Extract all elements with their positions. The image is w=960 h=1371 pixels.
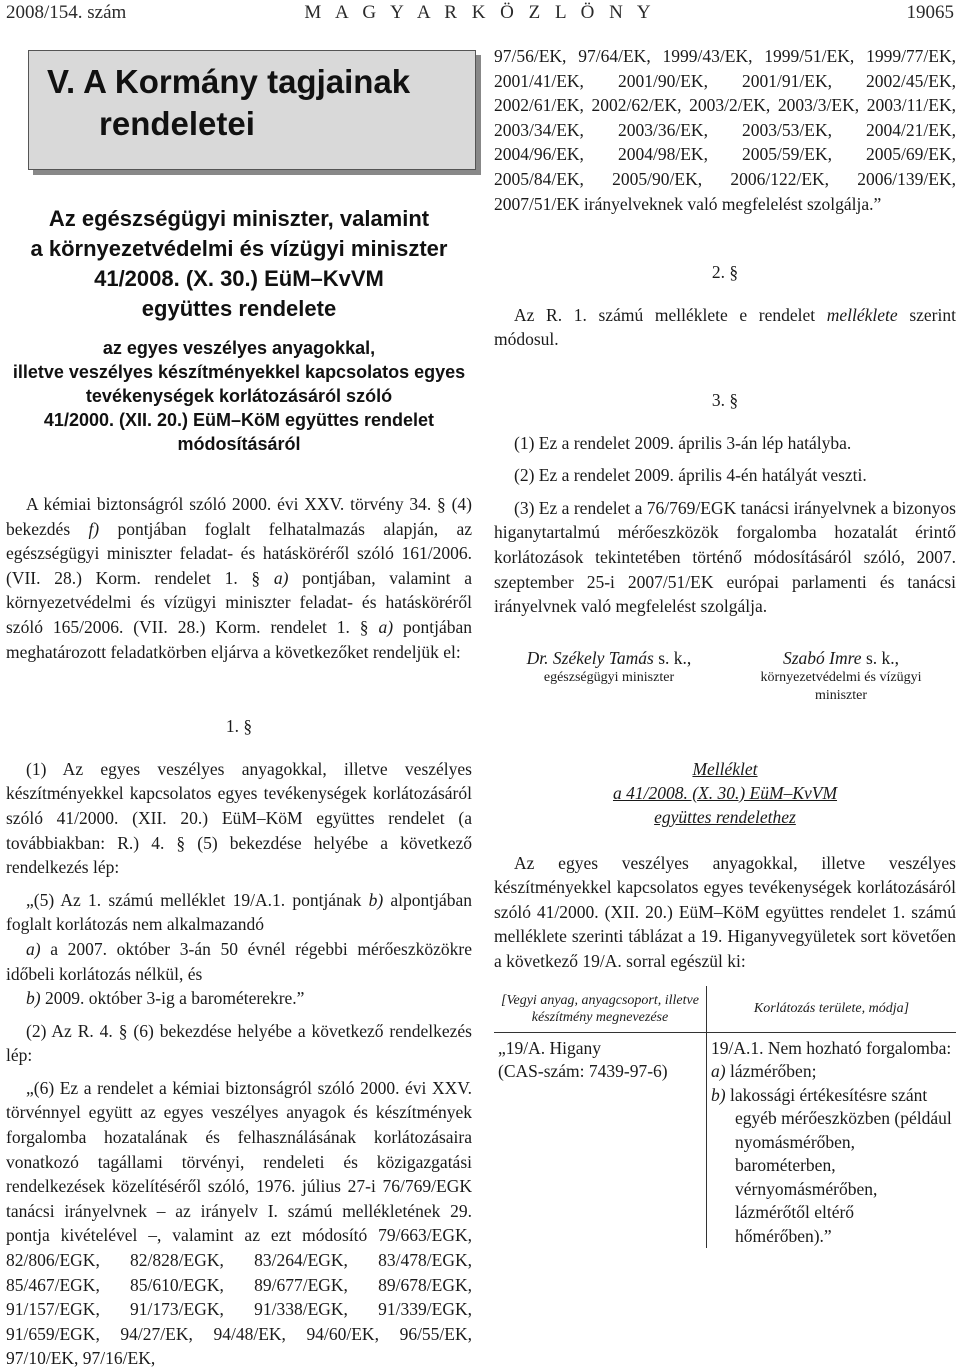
article-1-quote-2: „(6) Ez a rendelet a kémiai biztonságról szóló 2000. évi XXV. törvénnyel együtt az egyes veszélyes anyagok és készítmények forgalomba hozatalának és felhasználásának korlátozásaira vonatkozó tagállami törvényi, rendeleti és közigazgatási rendelkezések közelítéséről szóló, 1976. július 27-i 76/769/EGK tanácsi irányelvnek – az irányelv I. számú mellékletének 29. pontja kivételével –, valamint az ezt módosító 79/663/EGK, 82/806/EGK, 82/828/EGK, 83/264/EGK, 83/478/EGK, 85/467/EGK, 85/610/EGK, 89/677/EGK, 89/678/EGK, 91/157/EGK, 91/173/EGK, 91/338/EGK, 91/339/EGK, 91/659/EGK, 94/27/EK, 94/48/EK, 94/60/EK, 96/55/EK, 97/10/EK, 97/16/EK, bbox=[6, 1077, 472, 1369]
page-number: 19065 bbox=[906, 2, 954, 23]
article-3-section-3: (3) Ez a rendelet a 76/769/EGK tanácsi irányelvnek a bizonyos higanytartalmú mérőeszközök forgalomba hozatalát érintő korlátozások tekintetében történő módosításáról szóló, 2007. szeptember 25-i 2007/51/EK európai parlamenti és tanácsi irányelvnek való megfelelést szolgálja. bbox=[494, 497, 956, 617]
annex-table-header bbox=[494, 986, 956, 1033]
annex-table bbox=[494, 986, 956, 1249]
article-2-text: Az R. 1. számú melléklete e rendelet melléklete szerint módosul. bbox=[494, 304, 956, 350]
issue-number: 2008/154. szám bbox=[6, 2, 127, 23]
article-1-section-1: (1) Az egyes veszélyes anyagokkal, illetve veszélyes készítményekkel kapcsolatos egyes tevékenységek korlátozásáról szóló 41/2000. (XII. 20.) EüM–KöM együttes rendelet (a továbbiakban: R.) 4. § (5) bekezdése helyébe a következő rendelkezés lép: bbox=[6, 758, 472, 878]
annex-col-1-header: [Vegyi anyag, anyagcsoport, illetve készítmény megnevezése bbox=[494, 986, 707, 1033]
annex-col-2-header: Korlátozás területe, módja] bbox=[707, 986, 957, 1033]
decree-heading: Az egészségügyi miniszter, valamint a környezetvédelmi és vízügyi miniszter 41/2008. (X. 30.) EüM–KvVM együttes rendelete bbox=[30, 206, 448, 321]
section-title: V. A Kormány tagjainak rendeletei bbox=[47, 63, 411, 142]
annex-table-row bbox=[494, 1032, 956, 1248]
signature-1: Dr. Székely Tamás s. k., egészségügyi miniszter bbox=[526, 647, 692, 685]
signature-2: Szabó Imre s. k., környezetvédelmi és vízügyi miniszter bbox=[760, 647, 922, 703]
annex-substance-cell: „19/A. Higany (CAS-szám: 7439-97-6) bbox=[494, 1032, 707, 1248]
article-1-quote-b: b) 2009. október 3-ig a barométerekre.” bbox=[26, 988, 305, 1009]
section-title-box bbox=[28, 50, 476, 170]
signatures bbox=[494, 647, 956, 719]
decree-subject: az egyes veszélyes anyagokkal, illetve veszélyes készítményekkel kapcsolatos egyes tevékenységek korlátozásáról szóló 41/2000. (XII. 20.) EüM–KöM együttes rendelet módosításáról bbox=[12, 338, 466, 454]
article-2-number: 2. § bbox=[711, 262, 739, 283]
journal-title: M A G Y A R K Ö Z L Ö N Y bbox=[304, 2, 656, 23]
article-1-number: 1. § bbox=[225, 716, 253, 737]
article-1-section-2: (2) Az R. 4. § (6) bekezdése helyébe a következő rendelkezés lép: bbox=[6, 1020, 472, 1066]
article-3-section-2: (2) Ez a rendelet 2009. április 4-én hatályát veszti. bbox=[514, 465, 867, 486]
article-1-quote-1: „(5) Az 1. számú melléklet 19/A.1. pontjának b) alpontjában foglalt korlátozás nem alkalmazandó bbox=[6, 889, 472, 935]
annex-restriction-cell: 19/A.1. Nem hozható forgalomba: a) lázmérőben; b) lakossági értékesítésre szánt egyéb mérőeszközben (például nyomásmérőben, barométerben, vérnyomásmérőben, lázmérőtől eltérő hőmérőben).” bbox=[711, 1037, 952, 1246]
article-1-continuation: 97/56/EK, 97/64/EK, 1999/43/EK, 1999/51/EK, 1999/77/EK, 2001/41/EK, 2001/90/EK, 2001/91/EK, 2002/45/EK, 2002/61/EK, 2002/62/EK, 2003/2/EK, 2003/3/EK, 2003/11/EK, 2003/34/EK, 2003/36/EK, 2003/53/EK, 2004/21/EK, 2004/96/EK, 2004/98/EK, 2005/59/EK, 2005/69/EK, 2005/84/EK, 2005/90/EK, 2006/122/EK, 2006/139/EK, 2007/51/EK irányelveknek való megfelelést szolgálja.” bbox=[494, 46, 956, 214]
left-column bbox=[6, 36, 472, 1371]
annex-title: Melléklet a 41/2008. (X. 30.) EüM–KvVM együttes rendelethez bbox=[612, 758, 838, 827]
article-1-quote-a: a) a 2007. október 3-án 50 évnél régebbi mérőeszközökre időbeli korlátozás nélkül, és bbox=[6, 938, 472, 984]
page-header bbox=[0, 0, 960, 30]
article-3-number: 3. § bbox=[711, 389, 739, 410]
article-3-section-1: (1) Ez a rendelet 2009. április 3-án lép hatályba. bbox=[514, 432, 852, 453]
right-column bbox=[494, 36, 956, 1248]
annex-intro: Az egyes veszélyes anyagokkal, illetve veszélyes készítményekkel kapcsolatos egyes tevékenységek korlátozásáról szóló 41/2000. (XII. 20.) EüM–KöM együttes rendelet 1. számú melléklete szerinti táblázat a 19. Higanyvegyületek sort követően a következő 19/A. sorral egészül ki: bbox=[494, 852, 956, 972]
preamble: A kémiai biztonságról szóló 2000. évi XXV. törvény 34. § (4) bekezdés f) pontjában foglalt felhatalmazás alapján, az egészségügyi miniszter feladat- és hatásköréről szóló 161/2006. (VII. 28.) Korm. rendelet 1. § a) pontjában, valamint a környezetvédelmi és vízügyi miniszter feladat- és hatásköréről szóló 165/2006. (VII. 28.) Korm. rendelet 1. § a) pontjában meghatározott feladatkörben eljárva a következőket rendeljük el: bbox=[6, 494, 472, 662]
